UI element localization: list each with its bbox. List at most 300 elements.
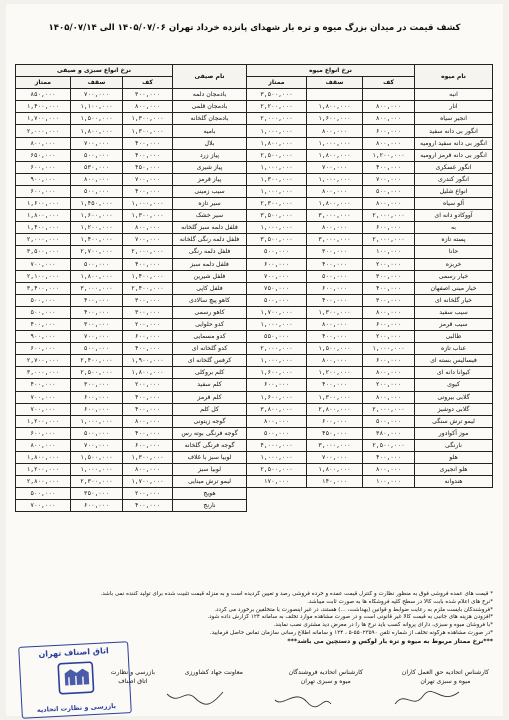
price-max: ۱,۵۰۰,۰۰۰ bbox=[307, 343, 363, 355]
price-premium: ۳,۰۰۰,۰۰۰ bbox=[15, 367, 70, 379]
fruit-premium-header: ممتاز bbox=[247, 77, 307, 89]
price-premium: ۱,۳۰۰,۰۰۰ bbox=[247, 173, 307, 185]
price-max: ۸۰۰,۰۰۰ bbox=[307, 355, 363, 367]
price-premium: ۱,۰۰۰,۰۰۰ bbox=[247, 222, 307, 234]
price-premium: ۴۰۰,۰۰۰ bbox=[15, 318, 70, 330]
price-premium: ۱,۸۰۰,۰۰۰ bbox=[15, 210, 70, 222]
table-row bbox=[247, 113, 493, 125]
price-min: ۴۰۰,۰۰۰ bbox=[363, 161, 415, 173]
item-name: به bbox=[415, 222, 493, 234]
price-max: ۱,۸۰۰,۰۰۰ bbox=[307, 464, 363, 476]
price-premium: ۷۰۰,۰۰۰ bbox=[15, 500, 70, 512]
fruit-name-header: نام میوه bbox=[415, 65, 493, 89]
veg-max-header: سقف bbox=[71, 77, 123, 89]
table-row bbox=[15, 318, 246, 330]
price-min: ۱۰۰,۰۰۰ bbox=[363, 246, 415, 258]
item-name: لیمو ترش مینایی bbox=[173, 476, 247, 488]
table-row bbox=[15, 488, 246, 500]
table-row bbox=[247, 210, 493, 222]
premium-note: ***نرخ ممتاز مربوط به میوه و تره بار لوکس و دستچین می باشد*** bbox=[287, 637, 493, 645]
table-row bbox=[15, 101, 246, 113]
price-min: ۳۰۰,۰۰۰ bbox=[363, 294, 415, 306]
item-name: هلو bbox=[415, 452, 493, 464]
table-row bbox=[247, 101, 493, 113]
notes-section bbox=[13, 591, 493, 646]
price-min: ۱,۳۰۰,۰۰۰ bbox=[123, 210, 173, 222]
table-row bbox=[15, 270, 246, 282]
price-premium: ۱,۷۰۰,۰۰۰ bbox=[15, 113, 70, 125]
price-max: ۱,۰۰۰,۰۰۰ bbox=[307, 137, 363, 149]
table-row bbox=[247, 222, 493, 234]
price-max: ۱,۰۰۰,۰۰۰ bbox=[71, 464, 123, 476]
price-max: ۱,۵۰۰,۰۰۰ bbox=[71, 452, 123, 464]
price-premium: ۵۰۰,۰۰۰ bbox=[247, 246, 307, 258]
price-premium: ۱,۲۰۰,۰۰۰ bbox=[15, 464, 70, 476]
table-row bbox=[15, 137, 246, 149]
table-row bbox=[247, 355, 493, 367]
price-min: ۸۰۰,۰۰۰ bbox=[123, 222, 173, 234]
price-min: ۴۰۰,۰۰۰ bbox=[123, 391, 173, 403]
price-premium: ۱,۶۰۰,۰۰۰ bbox=[247, 391, 307, 403]
price-max: ۵۰۰,۰۰۰ bbox=[71, 427, 123, 439]
fruit-price-table bbox=[246, 64, 493, 488]
table-row bbox=[247, 306, 493, 318]
price-min: ۱,۴۰۰,۰۰۰ bbox=[123, 270, 173, 282]
price-min: ۴۰۰,۰۰۰ bbox=[123, 427, 173, 439]
item-name: کلم سفید bbox=[173, 379, 247, 391]
fruit-min-header: کف bbox=[363, 77, 415, 89]
table-row bbox=[247, 246, 493, 258]
table-row bbox=[15, 367, 246, 379]
table-row bbox=[247, 439, 493, 451]
price-premium: ۶۰۰,۰۰۰ bbox=[15, 185, 70, 197]
veg-group-header: نرخ انواع سبزی و صیفی bbox=[15, 65, 172, 77]
price-max: ۳۰۰,۰۰۰ bbox=[71, 318, 123, 330]
price-max: ۴۰۰,۰۰۰ bbox=[71, 294, 123, 306]
table-row bbox=[247, 185, 493, 197]
item-name: لوبیا سبز bbox=[173, 464, 247, 476]
fruit-group-header: نرخ انواع میوه bbox=[247, 65, 415, 77]
item-name: گلابی بیروتی bbox=[415, 391, 493, 403]
item-name: آلو سیاه bbox=[415, 198, 493, 210]
table-row bbox=[247, 476, 493, 488]
price-premium: ۹۰۰,۰۰۰ bbox=[15, 173, 70, 185]
item-name: لوبیا سبز با غلاف bbox=[173, 452, 247, 464]
price-min: ۶۰۰,۰۰۰ bbox=[363, 318, 415, 330]
item-name: کرفس گلخانه ای bbox=[173, 355, 247, 367]
price-max: ۷۰۰,۰۰۰ bbox=[71, 331, 123, 343]
price-min: ۴۰۰,۰۰۰ bbox=[123, 403, 173, 415]
signature-scribble bbox=[165, 686, 225, 708]
table-row bbox=[247, 391, 493, 403]
item-name: خیار مینی اصفهان bbox=[415, 282, 493, 294]
price-premium: ۶۰۰,۰۰۰ bbox=[247, 258, 307, 270]
table-row bbox=[15, 464, 246, 476]
item-name: فلفل دلمه سبز گلخانه bbox=[173, 222, 247, 234]
price-min: ۵۰۰,۰۰۰ bbox=[363, 415, 415, 427]
price-premium: ۱,۰۰۰,۰۰۰ bbox=[247, 125, 307, 137]
price-max: ۸۰۰,۰۰۰ bbox=[307, 185, 363, 197]
price-min: ۷۰۰,۰۰۰ bbox=[123, 173, 173, 185]
item-name: انگور بی دانه قرمز ارومیه bbox=[415, 149, 493, 161]
item-name: انگور عسکری bbox=[415, 161, 493, 173]
table-row bbox=[247, 343, 493, 355]
price-max: ۳,۰۰۰,۰۰۰ bbox=[307, 210, 363, 222]
official-stamp bbox=[18, 641, 132, 719]
price-max: ۱,۴۵۰,۰۰۰ bbox=[71, 198, 123, 210]
signature-subtitle: میوه و سبزی تهران bbox=[420, 678, 471, 685]
item-name: کدو مسمایی bbox=[173, 331, 247, 343]
price-max: ۱,۴۰۰,۰۰۰ bbox=[71, 234, 123, 246]
note-line: * قیمت های عمده فروشی فوق به منظور نظارت و کنترل قیمت عمده و خرده فروشی رصد و تعیین گردیده است و به منزله قیمت تثبیت شده برای تولید کننده نمی باشد. bbox=[100, 591, 493, 597]
price-min: ۱,۳۰۰,۰۰۰ bbox=[123, 113, 173, 125]
price-premium: ۳,۵۰۰,۰۰۰ bbox=[247, 234, 307, 246]
table-row bbox=[15, 222, 246, 234]
price-max: ۱,۶۰۰,۰۰۰ bbox=[71, 210, 123, 222]
price-max: ۶۰۰,۰۰۰ bbox=[307, 282, 363, 294]
price-min: ۱۰۰,۰۰۰ bbox=[363, 476, 415, 488]
price-premium: ۱,۷۰۰,۰۰۰ bbox=[247, 306, 307, 318]
signature-block bbox=[289, 668, 363, 686]
table-row bbox=[15, 294, 246, 306]
price-min: ۸۰۰,۰۰۰ bbox=[123, 415, 173, 427]
price-premium: ۴,۰۰۰,۰۰۰ bbox=[247, 439, 307, 451]
price-min: ۱,۷۰۰,۰۰۰ bbox=[123, 476, 173, 488]
price-premium: ۱,۴۰۰,۰۰۰ bbox=[15, 101, 70, 113]
price-min: ۶۰۰,۰۰۰ bbox=[123, 331, 173, 343]
price-premium: ۵۰۰,۰۰۰ bbox=[15, 488, 70, 500]
item-name: حانا bbox=[415, 246, 493, 258]
price-premium: ۲,۳۰۰,۰۰۰ bbox=[247, 198, 307, 210]
vegetable-rows bbox=[15, 89, 246, 512]
price-min: ۱,۳۰۰,۰۰۰ bbox=[123, 452, 173, 464]
price-max: ۳,۰۰۰,۰۰۰ bbox=[307, 439, 363, 451]
table-row bbox=[15, 113, 246, 125]
price-min: ۴۰۰,۰۰۰ bbox=[363, 282, 415, 294]
item-name: انواع شلیل bbox=[415, 185, 493, 197]
veg-premium-header: ممتاز bbox=[15, 77, 70, 89]
price-min: ۱,۹۰۰,۰۰۰ bbox=[123, 355, 173, 367]
table-row bbox=[247, 149, 493, 161]
item-name: هویج bbox=[173, 488, 247, 500]
note-line: *افزودن هزینه های جانبی به قیمت کالا غیر قانونی است و در صورت مشاهده موارد تخلف به سامانه ۱۲۴ گزارش داده شود. bbox=[207, 614, 493, 621]
item-name: خیار گلخانه ای bbox=[415, 294, 493, 306]
price-min: ۴۰۰,۰۰۰ bbox=[123, 258, 173, 270]
price-max: ۱,۳۰۰,۰۰۰ bbox=[307, 306, 363, 318]
item-name: گوجه زیتونی bbox=[173, 415, 247, 427]
signature-title: بازرسی و نظارت bbox=[110, 669, 155, 676]
price-max: ۷۰۰,۰۰۰ bbox=[71, 137, 123, 149]
price-premium: ۱,۰۰۰,۰۰۰ bbox=[247, 185, 307, 197]
table-row bbox=[15, 161, 246, 173]
table-row bbox=[15, 234, 246, 246]
item-name: کلم قرمز bbox=[173, 391, 247, 403]
item-name: پیاز زرد bbox=[173, 149, 247, 161]
table-row bbox=[15, 343, 246, 355]
price-min: ۱,۸۰۰,۰۰۰ bbox=[123, 367, 173, 379]
price-max: ۱,۰۰۰,۰۰۰ bbox=[307, 173, 363, 185]
price-premium: ۷۵۰,۰۰۰ bbox=[247, 282, 307, 294]
item-name: کیوی bbox=[415, 379, 493, 391]
price-premium: ۲,۰۰۰,۰۰۰ bbox=[247, 113, 307, 125]
price-max: ۲,۴۰۰,۰۰۰ bbox=[71, 355, 123, 367]
price-premium: ۶۰۰,۰۰۰ bbox=[247, 379, 307, 391]
table-row bbox=[15, 391, 246, 403]
price-premium: ۲,۰۰۰,۰۰۰ bbox=[247, 343, 307, 355]
table-row bbox=[247, 125, 493, 137]
vegetable-price-table bbox=[15, 64, 247, 512]
price-min: ۳۰۰,۰۰۰ bbox=[123, 294, 173, 306]
price-premium: ۱,۰۰۰,۰۰۰ bbox=[247, 318, 307, 330]
price-min: ۶۰۰,۰۰۰ bbox=[363, 222, 415, 234]
fruit-max-header: سقف bbox=[307, 77, 363, 89]
item-name: انار bbox=[415, 101, 493, 113]
price-min: ۳۰۰,۰۰۰ bbox=[123, 89, 173, 101]
signature-subtitle: میوه و سبزی تهران bbox=[300, 678, 351, 685]
price-premium: ۱,۴۰۰,۰۰۰ bbox=[15, 222, 70, 234]
signature-title: کارشناس اتحادیه حق العمل کاران bbox=[401, 669, 489, 676]
item-name: طالبی bbox=[415, 331, 493, 343]
price-min: ۴۰۰,۰۰۰ bbox=[123, 137, 173, 149]
price-min: ۱,۰۰۰,۰۰۰ bbox=[123, 198, 173, 210]
price-premium: ۸۵۰,۰۰۰ bbox=[15, 89, 70, 101]
table-row bbox=[247, 294, 493, 306]
table-row bbox=[247, 415, 493, 427]
price-premium: ۸۰۰,۰۰۰ bbox=[247, 415, 307, 427]
price-max: ۳۰۰,۰۰۰ bbox=[307, 246, 363, 258]
item-name: موز آکوادور bbox=[415, 427, 493, 439]
item-name: کاهو رسمی bbox=[173, 306, 247, 318]
price-min: ۲,۰۰۰,۰۰۰ bbox=[363, 403, 415, 415]
price-max: ۳۰۰,۰۰۰ bbox=[71, 379, 123, 391]
price-min: ۸۰۰,۰۰۰ bbox=[123, 101, 173, 113]
table-row bbox=[247, 452, 493, 464]
price-premium: ۵۰۰,۰۰۰ bbox=[247, 427, 307, 439]
table-row bbox=[247, 173, 493, 185]
table-row bbox=[247, 234, 493, 246]
price-max: ۵۰۰,۰۰۰ bbox=[307, 270, 363, 282]
price-max: ۸۰۰,۰۰۰ bbox=[307, 125, 363, 137]
price-premium: ۱,۰۰۰,۰۰۰ bbox=[247, 161, 307, 173]
price-premium: ۲,۷۰۰,۰۰۰ bbox=[15, 355, 70, 367]
item-name: بادمجان گلخانه bbox=[173, 113, 247, 125]
item-name: کاهو پیچ سالادی bbox=[173, 294, 247, 306]
item-name: فلفل دلمه رنگی گلخانه bbox=[173, 234, 247, 246]
price-min: ۴۰۰,۰۰۰ bbox=[123, 343, 173, 355]
item-name: انگور بی دانه سفید ارومیه bbox=[415, 137, 493, 149]
price-min: ۳۰۰,۰۰۰ bbox=[363, 270, 415, 282]
price-min: ۸۰۰,۰۰۰ bbox=[363, 306, 415, 318]
price-max: ۱,۵۰۰,۰۰۰ bbox=[71, 113, 123, 125]
price-premium: ۷۰۰,۰۰۰ bbox=[15, 391, 70, 403]
signature-block bbox=[185, 668, 243, 677]
price-max: ۸۰۰,۰۰۰ bbox=[71, 173, 123, 185]
price-premium: ۲,۲۰۰,۰۰۰ bbox=[247, 101, 307, 113]
price-min: ۷۰۰,۰۰۰ bbox=[363, 173, 415, 185]
price-min: ۸۰۰,۰۰۰ bbox=[363, 198, 415, 210]
item-name: بامیه bbox=[173, 125, 247, 137]
stamp-bottom-text: بازرسی و نظارت اتحادیه bbox=[36, 701, 117, 715]
price-max: ۵۳۰,۰۰۰ bbox=[71, 161, 123, 173]
table-row bbox=[15, 210, 246, 222]
price-max: ۱,۲۰۰,۰۰۰ bbox=[307, 367, 363, 379]
price-max: ۱,۶۰۰,۰۰۰ bbox=[307, 113, 363, 125]
item-name: لیمو ترش سنگی bbox=[415, 415, 493, 427]
item-name: پیاز شیری bbox=[173, 161, 247, 173]
item-name: کدو حلوایی bbox=[173, 318, 247, 330]
title-line: کشف قیمت در میدان بزرگ میوه و تره بار شهدای پانزده خرداد تهران ۱۴۰۵/۰۷/۰۶ الی ۱۴۰۵/۰۷/۱۴ bbox=[48, 23, 461, 33]
item-name: کلم بروکلی bbox=[173, 367, 247, 379]
price-premium: ۳,۵۰۰,۰۰۰ bbox=[247, 89, 307, 101]
price-max: ۷۰۰,۰۰۰ bbox=[307, 452, 363, 464]
price-min: ۱,۲۰۰,۰۰۰ bbox=[363, 149, 415, 161]
item-name: کل کلم bbox=[173, 403, 247, 415]
price-premium: ۵۵۰,۰۰۰ bbox=[247, 331, 307, 343]
price-min: ۶۰۰,۰۰۰ bbox=[363, 355, 415, 367]
table-row bbox=[15, 379, 246, 391]
item-name: فیسالیس بسته ای bbox=[415, 355, 493, 367]
price-premium: ۲,۵۰۰,۰۰۰ bbox=[247, 464, 307, 476]
price-min: ۵۰۰,۰۰۰ bbox=[363, 185, 415, 197]
note-line: *فروشندگان بایست ملزم به رعایت ضوابط و قوانین (بهداشت، ...) هستند، در غیر اینصورت با متخلفین برخورد می گردد. bbox=[214, 606, 493, 613]
price-max: ۴۰۰,۰۰۰ bbox=[307, 294, 363, 306]
item-name: عناب تازه bbox=[415, 343, 493, 355]
price-min: ۳۰۰,۰۰۰ bbox=[123, 306, 173, 318]
veg-name-header: نام صیفی bbox=[173, 65, 247, 89]
table-row bbox=[15, 452, 246, 464]
price-min bbox=[363, 89, 415, 101]
price-min: ۲,۰۰۰,۰۰۰ bbox=[123, 246, 173, 258]
price-max: ۳,۰۰۰,۰۰۰ bbox=[71, 282, 123, 294]
price-min: ۸۰۰,۰۰۰ bbox=[363, 367, 415, 379]
price-max: ۱,۸۰۰,۰۰۰ bbox=[307, 198, 363, 210]
price-min: ۸۰۰,۰۰۰ bbox=[363, 101, 415, 113]
price-premium: ۳,۵۰۰,۰۰۰ bbox=[247, 210, 307, 222]
table-row bbox=[247, 258, 493, 270]
price-min: ۲۰۰,۰۰۰ bbox=[123, 379, 173, 391]
price-max: ۷۰۰,۰۰۰ bbox=[307, 161, 363, 173]
price-premium: ۲,۱۰۰,۰۰۰ bbox=[15, 270, 70, 282]
price-max: ۵۰۰,۰۰۰ bbox=[71, 343, 123, 355]
item-name: پسته تازه bbox=[415, 234, 493, 246]
price-premium: ۷۰۰,۰۰۰ bbox=[15, 258, 70, 270]
item-name: کدو گلخانه ای bbox=[173, 343, 247, 355]
table-row bbox=[247, 270, 493, 282]
price-max bbox=[307, 89, 363, 101]
price-min: ۲۰۰,۰۰۰ bbox=[123, 488, 173, 500]
item-name: آووکادو دانه ای bbox=[415, 210, 493, 222]
price-min: ۳۸۰,۰۰۰ bbox=[363, 427, 415, 439]
item-name: بلال bbox=[173, 137, 247, 149]
table-row bbox=[15, 331, 246, 343]
price-max: ۱,۲۰۰,۰۰۰ bbox=[71, 222, 123, 234]
price-premium: ۳,۸۰۰,۰۰۰ bbox=[247, 403, 307, 415]
item-name: بادمجان دلمه bbox=[173, 89, 247, 101]
item-name: انگور کندری bbox=[415, 173, 493, 185]
item-name: هلو انجیری bbox=[415, 464, 493, 476]
price-max: ۴۰۰,۰۰۰ bbox=[71, 306, 123, 318]
item-name: فلفل شیرین bbox=[173, 270, 247, 282]
item-name: گلابی دوشیز bbox=[415, 403, 493, 415]
price-min: ۸۰۰,۰۰۰ bbox=[363, 464, 415, 476]
price-max: ۲,۵۰۰,۰۰۰ bbox=[71, 367, 123, 379]
price-max: ۵۰۰,۰۰۰ bbox=[71, 258, 123, 270]
table-row bbox=[247, 89, 493, 101]
document-title bbox=[6, 4, 503, 46]
price-list-document bbox=[6, 4, 503, 716]
price-max: ۱,۰۰۰,۰۰۰ bbox=[71, 415, 123, 427]
item-name: گوجه فرنگی بوته رس bbox=[173, 427, 247, 439]
price-max: ۱,۸۰۰,۰۰۰ bbox=[307, 101, 363, 113]
table-row bbox=[15, 282, 246, 294]
price-premium: ۵۰۰,۰۰۰ bbox=[247, 294, 307, 306]
table-row bbox=[247, 331, 493, 343]
price-max: ۴۰۰,۰۰۰ bbox=[307, 331, 363, 343]
table-row bbox=[15, 403, 246, 415]
price-premium: ۶۵۰,۰۰۰ bbox=[15, 149, 70, 161]
price-min: ۴۰۰,۰۰۰ bbox=[123, 185, 173, 197]
table-row bbox=[247, 198, 493, 210]
table-row bbox=[15, 185, 246, 197]
table-row bbox=[15, 427, 246, 439]
table-row bbox=[247, 367, 493, 379]
item-name: انبه bbox=[415, 89, 493, 101]
price-premium: ۲,۵۰۰,۰۰۰ bbox=[247, 149, 307, 161]
note-line: *در صورت مشاهده هرگونه تخلف از شماره تلفن ۵۵۰۲۳۵۹۰-۵ ، ۱۲۴ و سامانه اطلاع رسانی سازمان تماس حاصل فرمایید. bbox=[209, 629, 493, 636]
table-row bbox=[247, 379, 493, 391]
fruit-rows bbox=[247, 89, 493, 488]
price-min: ۶۰۰,۰۰۰ bbox=[123, 439, 173, 451]
price-premium: ۱,۸۰۰,۰۰۰ bbox=[15, 452, 70, 464]
note-line: *با فروشان میوه و سبزی، دارای پروانه کسب باید نرخ ها را در معرض دید مشتری نصب نمایند. bbox=[273, 622, 493, 629]
table-row bbox=[15, 500, 246, 512]
signature-subtitle: اتاق اصناف bbox=[118, 678, 148, 685]
price-premium: ۵۰۰,۰۰۰ bbox=[15, 306, 70, 318]
table-row bbox=[15, 173, 246, 185]
price-premium: ۲,۰۰۰,۰۰۰ bbox=[15, 234, 70, 246]
price-premium: ۹۰۰,۰۰۰ bbox=[15, 331, 70, 343]
price-min: ۴۰۰,۰۰۰ bbox=[123, 500, 173, 512]
price-min: ۱,۳۰۰,۰۰۰ bbox=[123, 125, 173, 137]
item-name: فلفل دلمه سبز bbox=[173, 258, 247, 270]
price-premium: ۶۰۰,۰۰۰ bbox=[15, 161, 70, 173]
price-max: ۴۵۰,۰۰۰ bbox=[307, 427, 363, 439]
signature-scribble bbox=[273, 688, 333, 710]
price-max: ۶۰۰,۰۰۰ bbox=[71, 391, 123, 403]
price-max: ۱۴۰,۰۰۰ bbox=[307, 476, 363, 488]
price-max: ۲,۷۰۰,۰۰۰ bbox=[71, 246, 123, 258]
signature-scribble bbox=[393, 688, 463, 710]
item-name: نارنگی bbox=[415, 439, 493, 451]
price-premium: ۸۰۰,۰۰۰ bbox=[15, 137, 70, 149]
signature-block bbox=[402, 668, 489, 686]
price-premium: ۶۰۰,۰۰۰ bbox=[15, 427, 70, 439]
table-row bbox=[15, 415, 246, 427]
price-premium: ۲,۸۰۰,۰۰۰ bbox=[15, 476, 70, 488]
price-premium: ۲,۰۰۰,۰۰۰ bbox=[15, 125, 70, 137]
price-premium: ۱۷۰,۰۰۰ bbox=[247, 476, 307, 488]
item-name: کیوانا دانه ای bbox=[415, 367, 493, 379]
price-min: ۲۰۰,۰۰۰ bbox=[123, 318, 173, 330]
table-row bbox=[15, 246, 246, 258]
price-min: ۲۰۰,۰۰۰ bbox=[363, 379, 415, 391]
veg-min-header: کف bbox=[123, 77, 173, 89]
item-name: سیر خشک bbox=[173, 210, 247, 222]
signature-title: کارشناس اتحادیه فروشندگان bbox=[288, 669, 363, 676]
price-max: ۲,۳۰۰,۰۰۰ bbox=[71, 476, 123, 488]
item-name: هندوانه bbox=[415, 476, 493, 488]
price-max: ۱,۸۰۰,۰۰۰ bbox=[307, 149, 363, 161]
